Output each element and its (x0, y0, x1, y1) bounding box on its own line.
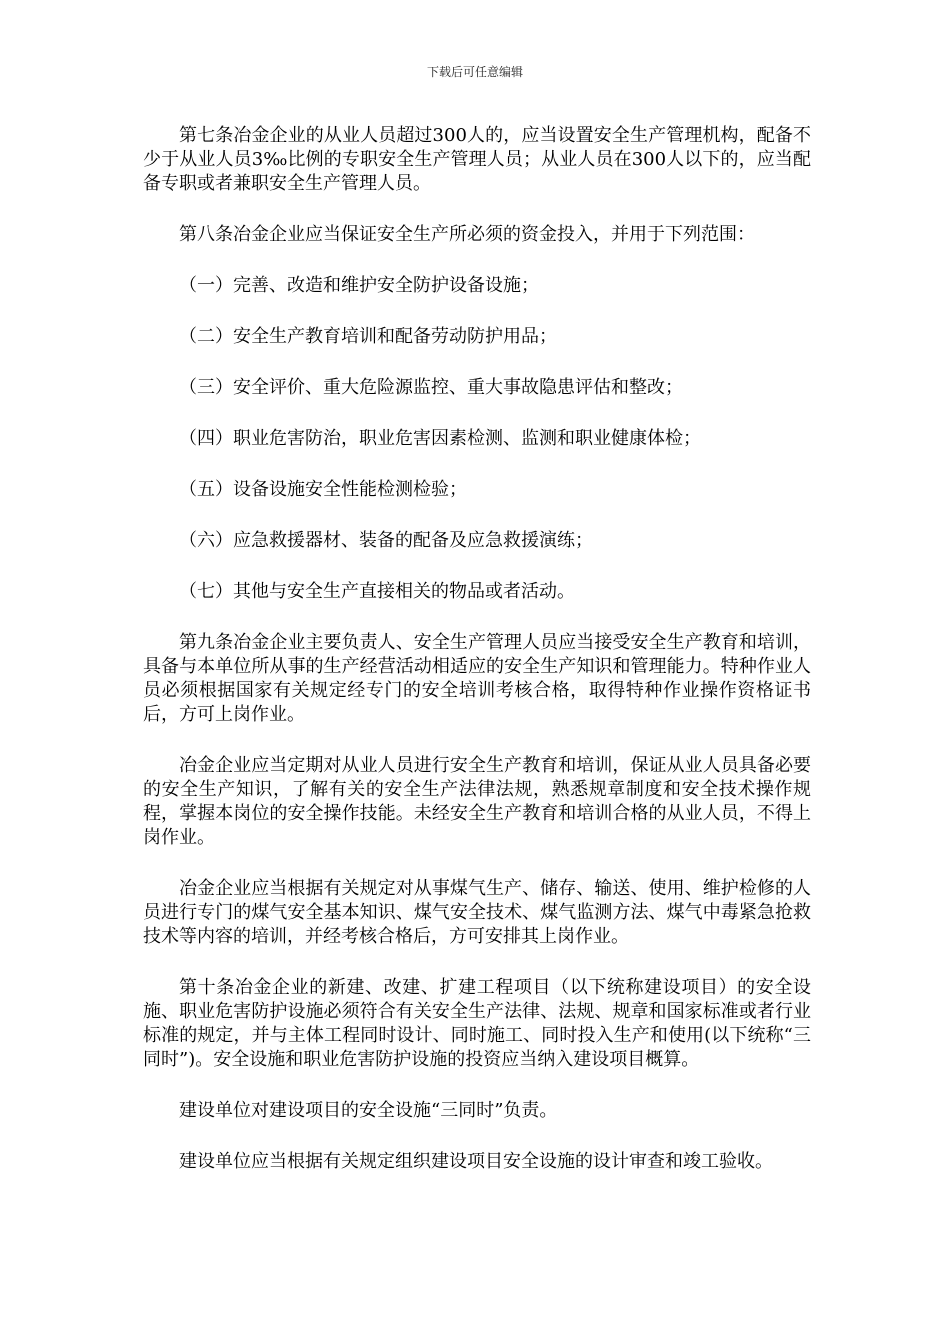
list-item: （七）其他与安全生产直接相关的物品或者活动。 (179, 581, 575, 602)
list-item: （一）完善、改造和维护安全防护设备设施； (179, 275, 539, 296)
article-10-paragraph: 第十条冶金企业的新建、改建、扩建工程项目（以下统称建设项目）的安全设施、职业危害防护设施必须符合有关安全生产法律、法规、规章和国家标准或者行业标准的规定，并与主体工程同时设计、同时施工、同时投入生产和使用(以下统称“三同时”)。安全设施和职业危害防护设施的投资应当纳入建设项目概算。 (143, 977, 811, 1070)
list-item: （五）设备设施安全性能检测检验； (179, 479, 467, 500)
acceptance-paragraph: 建设单位应当根据有关规定组织建设项目安全设施的设计审查和竣工验收。 (179, 1151, 773, 1172)
article-9-paragraph: 第九条冶金企业主要负责人、安全生产管理人员应当接受安全生产教育和培训，具备与本单位所从事的生产经营活动相适应的安全生产知识和管理能力。特种作业人员必须根据国家有关规定经专门的安全培训考核合格，取得特种作业操作资格证书后，方可上岗作业。 (143, 632, 811, 725)
list-item: （二）安全生产教育培训和配备劳动防护用品； (179, 326, 557, 347)
training-paragraph: 冶金企业应当定期对从业人员进行安全生产教育和培训，保证从业人员具备必要的安全生产知识，了解有关的安全生产法律法规，熟悉规章制度和安全技术操作规程，掌握本岗位的安全操作技能。未经安全生产教育和培训合格的从业人员，不得上岗作业。 (143, 755, 811, 848)
document-body (143, 124, 811, 1174)
list-item: （三）安全评价、重大危险源监控、重大事故隐患评估和整改； (179, 377, 683, 398)
gas-training-paragraph: 冶金企业应当根据有关规定对从事煤气生产、储存、输送、使用、维护检修的人员进行专门的煤气安全基本知识、煤气安全技术、煤气监测方法、煤气中毒紧急抢救技术等内容的培训，并经考核合格后，方可安排其上岗作业。 (143, 878, 811, 947)
article-7-paragraph: 第七条冶金企业的从业人员超过300人的，应当设置安全生产管理机构，配备不少于从业人员3‰比例的专职安全生产管理人员；从业人员在300人以下的，应当配备专职或者兼职安全生产管理人员。 (143, 125, 811, 194)
page-header-note: 下载后可任意编辑 (426, 65, 523, 79)
list-item: （六）应急救援器材、装备的配备及应急救援演练； (179, 530, 593, 551)
article-8-paragraph: 第八条冶金企业应当保证安全生产所必须的资金投入，并用于下列范围： (179, 224, 755, 245)
three-simultaneous-paragraph: 建设单位对建设项目的安全设施“三同时”负责。 (179, 1100, 558, 1121)
list-item: （四）职业危害防治，职业危害因素检测、监测和职业健康体检； (179, 428, 701, 449)
